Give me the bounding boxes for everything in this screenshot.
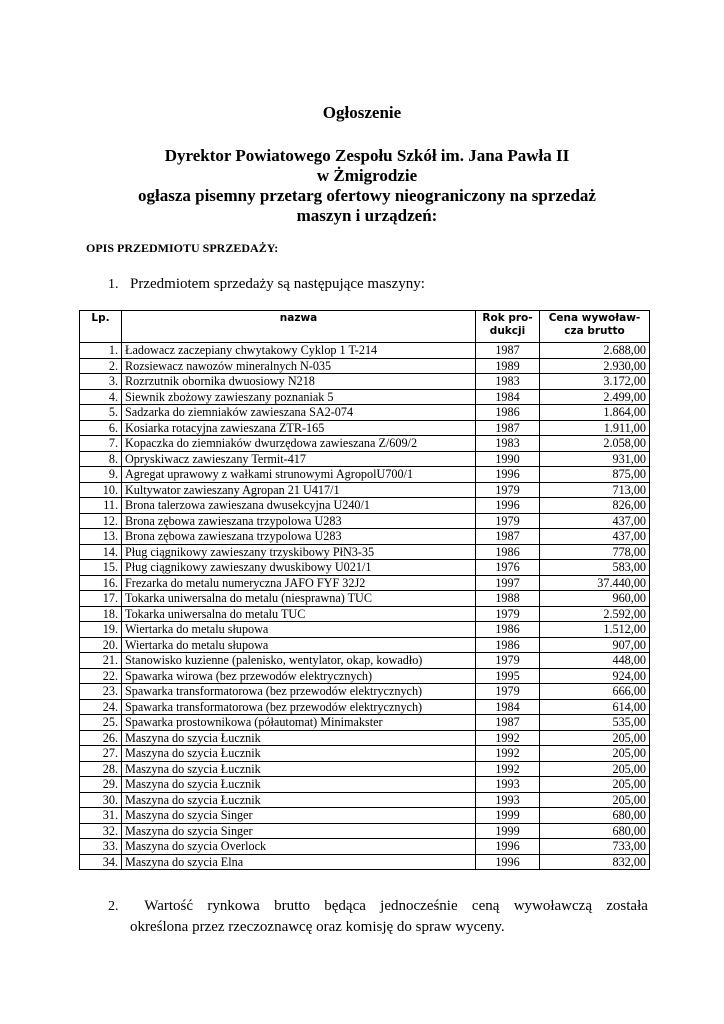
cell-lp: 12.	[80, 513, 122, 529]
cell-price: 1.512,00	[540, 622, 650, 638]
cell-year: 1992	[476, 730, 540, 746]
cell-price: 832,00	[540, 854, 650, 870]
table-row	[80, 343, 650, 359]
table-row	[80, 730, 650, 746]
cell-lp: 3.	[80, 374, 122, 390]
cell-name: Maszyna do szycia Łucznik	[122, 730, 476, 746]
cell-price: 666,00	[540, 684, 650, 700]
cell-name: Spawarka prostownikowa (półautomat) Minimakster	[122, 715, 476, 731]
cell-lp: 32.	[80, 823, 122, 839]
cell-price: 2.499,00	[540, 389, 650, 405]
cell-price: 680,00	[540, 808, 650, 824]
cell-lp: 28.	[80, 761, 122, 777]
table-row	[80, 823, 650, 839]
cell-year: 1986	[476, 405, 540, 421]
table-row	[80, 699, 650, 715]
list-item-2-line-2: określona przez rzeczoznawcę oraz komisję do spraw wyceny.	[130, 919, 505, 935]
list-item-1-number: 1.	[108, 277, 119, 292]
list-item-2	[108, 896, 648, 938]
cell-lp: 2.	[80, 358, 122, 374]
header-name: nazwa	[122, 311, 476, 343]
cell-price: 437,00	[540, 513, 650, 529]
cell-name: Tokarka uniwersalna do metalu (niesprawna) TUC	[122, 591, 476, 607]
table-row	[80, 761, 650, 777]
cell-year: 1996	[476, 854, 540, 870]
cell-year: 1986	[476, 637, 540, 653]
cell-name: Maszyna do szycia Singer	[122, 823, 476, 839]
cell-price: 2.930,00	[540, 358, 650, 374]
table-row	[80, 653, 650, 669]
cell-price: 448,00	[540, 653, 650, 669]
cell-price: 680,00	[540, 823, 650, 839]
header-year	[476, 311, 540, 343]
cell-lp: 18.	[80, 606, 122, 622]
cell-year: 1999	[476, 808, 540, 824]
cell-price: 437,00	[540, 529, 650, 545]
cell-name: Maszyna do szycia Łucznik	[122, 792, 476, 808]
table-row	[80, 498, 650, 514]
heading-line-3: ogłasza pisemny przetarg ofertowy nieograniczony na sprzedaż	[138, 186, 596, 205]
list-item-2-line-1	[108, 896, 648, 917]
cell-price: 713,00	[540, 482, 650, 498]
cell-year: 1989	[476, 358, 540, 374]
cell-price: 37.440,00	[540, 575, 650, 591]
header-year-line-2: dukcji	[489, 325, 526, 337]
cell-year: 1996	[476, 498, 540, 514]
table-row	[80, 467, 650, 483]
cell-price: 931,00	[540, 451, 650, 467]
cell-name: Siewnik zbożowy zawieszany poznaniak 5	[122, 389, 476, 405]
cell-lp: 24.	[80, 699, 122, 715]
cell-name: Rozrzutnik obornika dwuosiowy N218	[122, 374, 476, 390]
table-row	[80, 622, 650, 638]
cell-name: Brona zębowa zawieszana trzypolowa U283	[122, 513, 476, 529]
list-item-1	[108, 276, 425, 293]
section-title: OPIS PRZEDMIOTU SPRZEDAŻY:	[86, 241, 279, 255]
table-row	[80, 575, 650, 591]
cell-lp: 33.	[80, 839, 122, 855]
cell-price: 960,00	[540, 591, 650, 607]
cell-price: 778,00	[540, 544, 650, 560]
table-row	[80, 420, 650, 436]
table-row	[80, 668, 650, 684]
table-row	[80, 560, 650, 576]
cell-price: 583,00	[540, 560, 650, 576]
cell-lp: 17.	[80, 591, 122, 607]
cell-year: 1996	[476, 839, 540, 855]
cell-year: 1999	[476, 823, 540, 839]
cell-name: Opryskiwacz zawieszany Termit-417	[122, 451, 476, 467]
cell-lp: 25.	[80, 715, 122, 731]
cell-name: Maszyna do szycia Singer	[122, 808, 476, 824]
machines-table	[79, 310, 650, 870]
cell-year: 1987	[476, 715, 540, 731]
header-price-line-2: cza brutto	[564, 325, 625, 337]
list-item-1-text: Przedmiotem sprzedaży są następujące maszyny:	[130, 276, 425, 292]
table-row	[80, 482, 650, 498]
cell-year: 1987	[476, 420, 540, 436]
table-row	[80, 436, 650, 452]
cell-lp: 21.	[80, 653, 122, 669]
cell-lp: 7.	[80, 436, 122, 452]
cell-year: 1979	[476, 513, 540, 529]
cell-lp: 29.	[80, 777, 122, 793]
table-row	[80, 358, 650, 374]
table-row	[80, 451, 650, 467]
table-row	[80, 374, 650, 390]
cell-year: 1996	[476, 467, 540, 483]
cell-name: Maszyna do szycia Łucznik	[122, 761, 476, 777]
heading-line-2: w Żmigrodzie	[316, 166, 418, 185]
cell-lp: 31.	[80, 808, 122, 824]
cell-name: Maszyna do szycia Overlock	[122, 839, 476, 855]
cell-price: 3.172,00	[540, 374, 650, 390]
cell-year: 1987	[476, 529, 540, 545]
cell-name: Spawarka transformatorowa (bez przewodów elektrycznych)	[122, 684, 476, 700]
table-row	[80, 389, 650, 405]
cell-lp: 20.	[80, 637, 122, 653]
cell-year: 1979	[476, 684, 540, 700]
list-item-2-number: 2.	[108, 899, 119, 914]
cell-year: 1988	[476, 591, 540, 607]
cell-price: 205,00	[540, 777, 650, 793]
cell-year: 1979	[476, 606, 540, 622]
cell-year: 1993	[476, 777, 540, 793]
cell-name: Brona zębowa zawieszana trzypolowa U283	[122, 529, 476, 545]
cell-lp: 23.	[80, 684, 122, 700]
cell-lp: 27.	[80, 746, 122, 762]
cell-lp: 1.	[80, 343, 122, 359]
cell-price: 614,00	[540, 699, 650, 715]
cell-name: Spawarka transformatorowa (bez przewodów elektrycznych)	[122, 699, 476, 715]
table-body	[80, 343, 650, 870]
cell-price: 875,00	[540, 467, 650, 483]
cell-lp: 19.	[80, 622, 122, 638]
table-row	[80, 513, 650, 529]
cell-price: 2.058,00	[540, 436, 650, 452]
cell-name: Tokarka uniwersalna do metalu TUC	[122, 606, 476, 622]
cell-name: Kosiarka rotacyjna zawieszana ZTR-165	[122, 420, 476, 436]
cell-year: 1979	[476, 653, 540, 669]
cell-name: Sadzarka do ziemniaków zawieszana SA2-074	[122, 405, 476, 421]
cell-name: Frezarka do metalu numeryczna JAFO FYF 32J2	[122, 575, 476, 591]
cell-lp: 16.	[80, 575, 122, 591]
table-header-row	[80, 311, 650, 343]
cell-price: 924,00	[540, 668, 650, 684]
cell-lp: 26.	[80, 730, 122, 746]
cell-year: 1990	[476, 451, 540, 467]
cell-year: 1986	[476, 622, 540, 638]
table-row	[80, 839, 650, 855]
table-row	[80, 529, 650, 545]
table-row	[80, 792, 650, 808]
header-year-line-1: Rok pro-	[482, 312, 533, 324]
cell-lp: 30.	[80, 792, 122, 808]
cell-name: Pług ciągnikowy zawieszany trzyskibowy PłN3-35	[122, 544, 476, 560]
cell-name: Rozsiewacz nawozów mineralnych N-035	[122, 358, 476, 374]
cell-price: 205,00	[540, 746, 650, 762]
cell-lp: 14.	[80, 544, 122, 560]
cell-name: Spawarka wirowa (bez przewodów elektrycznych)	[122, 668, 476, 684]
cell-year: 1992	[476, 761, 540, 777]
cell-year: 1997	[476, 575, 540, 591]
cell-year: 1984	[476, 699, 540, 715]
cell-lp: 22.	[80, 668, 122, 684]
heading-line-4: maszyn i urządzeń:	[296, 206, 438, 225]
table-row	[80, 405, 650, 421]
cell-year: 1979	[476, 482, 540, 498]
cell-price: 1.911,00	[540, 420, 650, 436]
list-item-2-word: ceną	[471, 898, 500, 914]
cell-name: Kultywator zawieszany Agropan 21 U417/1	[122, 482, 476, 498]
cell-year: 1992	[476, 746, 540, 762]
cell-price: 535,00	[540, 715, 650, 731]
announcement-heading	[60, 146, 674, 226]
header-price	[540, 311, 650, 343]
cell-year: 1976	[476, 560, 540, 576]
cell-year: 1983	[476, 374, 540, 390]
list-item-2-word: brutto	[274, 898, 310, 914]
table-row	[80, 808, 650, 824]
list-item-2-word: będąca	[324, 898, 366, 914]
list-item-2-word: jednocześnie	[380, 898, 458, 914]
cell-price: 733,00	[540, 839, 650, 855]
cell-name: Wiertarka do metalu słupowa	[122, 622, 476, 638]
cell-name: Stanowisko kuzienne (palenisko, wentylator, okap, kowadło)	[122, 653, 476, 669]
cell-lp: 6.	[80, 420, 122, 436]
list-item-2-word: Wartość	[144, 898, 194, 914]
cell-price: 205,00	[540, 761, 650, 777]
cell-lp: 13.	[80, 529, 122, 545]
cell-name: Wiertarka do metalu słupowa	[122, 637, 476, 653]
cell-lp: 9.	[80, 467, 122, 483]
cell-price: 2.592,00	[540, 606, 650, 622]
table-row	[80, 591, 650, 607]
cell-lp: 10.	[80, 482, 122, 498]
list-item-2-word: rynkowa	[207, 898, 260, 914]
cell-year: 1984	[476, 389, 540, 405]
cell-price: 205,00	[540, 730, 650, 746]
cell-name: Pług ciągnikowy zawieszany dwuskibowy U021/1	[122, 560, 476, 576]
cell-name: Agregat uprawowy z wałkami strunowymi AgropolU700/1	[122, 467, 476, 483]
cell-lp: 34.	[80, 854, 122, 870]
table-row	[80, 746, 650, 762]
table-row	[80, 544, 650, 560]
cell-year: 1986	[476, 544, 540, 560]
cell-price: 205,00	[540, 792, 650, 808]
cell-name: Maszyna do szycia Łucznik	[122, 777, 476, 793]
header-price-line-1: Cena wywoław-	[548, 312, 641, 324]
cell-name: Maszyna do szycia Elna	[122, 854, 476, 870]
cell-lp: 5.	[80, 405, 122, 421]
table-row	[80, 715, 650, 731]
cell-price: 826,00	[540, 498, 650, 514]
table-row	[80, 684, 650, 700]
cell-lp: 8.	[80, 451, 122, 467]
heading-line-1: Dyrektor Powiatowego Zespołu Szkół im. Jana Pawła II	[164, 146, 570, 165]
header-lp: Lp.	[80, 311, 122, 343]
table-row	[80, 854, 650, 870]
cell-year: 1983	[476, 436, 540, 452]
list-item-2-word: została	[606, 898, 648, 914]
cell-name: Brona talerzowa zawieszana dwusekcyjna U240/1	[122, 498, 476, 514]
cell-name: Maszyna do szycia Łucznik	[122, 746, 476, 762]
cell-lp: 4.	[80, 389, 122, 405]
cell-price: 907,00	[540, 637, 650, 653]
table-row	[80, 637, 650, 653]
table-row	[80, 606, 650, 622]
cell-lp: 11.	[80, 498, 122, 514]
cell-year: 1993	[476, 792, 540, 808]
cell-price: 1.864,00	[540, 405, 650, 421]
page-title: Ogłoszenie	[322, 103, 402, 122]
cell-price: 2.688,00	[540, 343, 650, 359]
cell-name: Kopaczka do ziemniaków dwurzędowa zawieszana Z/609/2	[122, 436, 476, 452]
cell-name: Ładowacz zaczepiany chwytakowy Cyklop 1 T-214	[122, 343, 476, 359]
cell-year: 1995	[476, 668, 540, 684]
table-row	[80, 777, 650, 793]
cell-year: 1987	[476, 343, 540, 359]
cell-lp: 15.	[80, 560, 122, 576]
list-item-2-word: wywoławczą	[513, 898, 592, 914]
